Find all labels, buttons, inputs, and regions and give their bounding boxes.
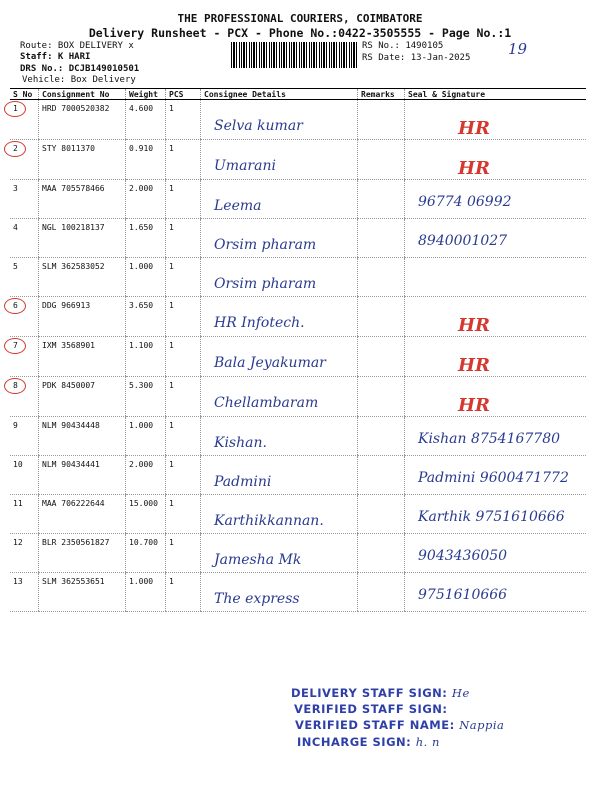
verified-staff-sign: VERIFIED STAFF SIGN: xyxy=(294,702,448,716)
cell-weight: 1.000 xyxy=(126,417,166,456)
cell-remarks xyxy=(358,495,405,534)
cell-signature: 8940001027 xyxy=(405,219,587,258)
col-remarks: Remarks xyxy=(358,89,405,100)
col-signature: Seal & Signature xyxy=(405,89,587,100)
delivery-staff-sign: DELIVERY STAFF SIGN: He xyxy=(291,686,470,700)
cell-pcs: 1 xyxy=(166,297,201,337)
cell-consignee: HR Infotech. xyxy=(201,297,358,337)
table-row xyxy=(10,140,586,180)
cell-pcs: 1 xyxy=(166,456,201,495)
cell-sno: 13 xyxy=(10,573,39,612)
cell-remarks xyxy=(358,456,405,495)
table-row xyxy=(10,258,586,297)
cell-pcs: 1 xyxy=(166,140,201,180)
cell-pcs: 1 xyxy=(166,100,201,140)
cell-signature: Padmini 9600471772 xyxy=(405,456,587,495)
cell-consignee: Leema xyxy=(201,180,358,219)
cell-sno: 6 xyxy=(10,297,39,337)
cell-consignment: SLM 362553651 xyxy=(39,573,126,612)
cell-consignee: Jamesha Mk xyxy=(201,534,358,573)
cell-remarks xyxy=(358,100,405,140)
table-row xyxy=(10,534,586,573)
cell-pcs: 1 xyxy=(166,377,201,417)
barcode xyxy=(231,42,357,68)
cell-weight: 1.000 xyxy=(126,258,166,297)
col-consignee: Consignee Details xyxy=(201,89,358,100)
cell-sno: 3 xyxy=(10,180,39,219)
cell-sno: 7 xyxy=(10,337,39,377)
table-row xyxy=(10,180,586,219)
cell-pcs: 1 xyxy=(166,337,201,377)
cell-signature: 9043436050 xyxy=(405,534,587,573)
cell-weight: 4.600 xyxy=(126,100,166,140)
cell-signature: 9751610666 xyxy=(405,573,587,612)
col-weight: Weight xyxy=(126,89,166,100)
cell-consignee: Chellambaram xyxy=(201,377,358,417)
route-label: Route: BOX DELIVERY x xyxy=(20,41,134,51)
cell-weight: 2.000 xyxy=(126,180,166,219)
cell-consignment: BLR 2350561827 xyxy=(39,534,126,573)
col-pcs: PCS xyxy=(166,89,201,100)
cell-consignment: MAA 705578466 xyxy=(39,180,126,219)
cell-consignment: HRD 7000520382 xyxy=(39,100,126,140)
verified-staff-name-value: Nappia xyxy=(459,718,505,732)
cell-remarks xyxy=(358,297,405,337)
cell-pcs: 1 xyxy=(166,219,201,258)
cell-remarks xyxy=(358,180,405,219)
cell-consignment: DDG 966913 xyxy=(39,297,126,337)
cell-signature: HR xyxy=(405,377,587,417)
cell-weight: 1.650 xyxy=(126,219,166,258)
cell-weight: 0.910 xyxy=(126,140,166,180)
cell-signature: HR xyxy=(405,337,587,377)
table-header-row xyxy=(10,89,586,100)
table-row xyxy=(10,337,586,377)
cell-weight: 5.300 xyxy=(126,377,166,417)
cell-consignee: Padmini xyxy=(201,456,358,495)
runsheet-title: Delivery Runsheet - PCX - Phone No.:0422-3505555 - Page No.:1 xyxy=(88,26,512,40)
cell-remarks xyxy=(358,258,405,297)
verified-staff-name: VERIFIED STAFF NAME: Nappia xyxy=(295,718,505,732)
cell-sno: 8 xyxy=(10,377,39,417)
cell-pcs: 1 xyxy=(166,180,201,219)
cell-signature: HR xyxy=(405,140,587,180)
cell-consignment: STY 8011370 xyxy=(39,140,126,180)
cell-pcs: 1 xyxy=(166,495,201,534)
delivery-staff-sign-value: He xyxy=(451,686,470,700)
cell-consignee: Kishan. xyxy=(201,417,358,456)
cell-signature xyxy=(405,258,587,297)
cell-pcs: 1 xyxy=(166,573,201,612)
cell-consignee: Orsim pharam xyxy=(201,258,358,297)
cell-sno: 2 xyxy=(10,140,39,180)
cell-sno: 4 xyxy=(10,219,39,258)
cell-pcs: 1 xyxy=(166,258,201,297)
table-row xyxy=(10,456,586,495)
incharge-sign-value: h. n xyxy=(415,735,440,749)
cell-consignment: NLM 90434441 xyxy=(39,456,126,495)
handwritten-note: 19 xyxy=(508,40,528,58)
cell-pcs: 1 xyxy=(166,534,201,573)
table-row xyxy=(10,573,586,612)
cell-weight: 1.100 xyxy=(126,337,166,377)
staff-label: Staff: K HARI xyxy=(20,52,91,62)
rs-date: RS Date: 13-Jan-2025 xyxy=(362,53,471,63)
cell-sno: 10 xyxy=(10,456,39,495)
cell-signature: 96774 06992 xyxy=(405,180,587,219)
cell-remarks xyxy=(358,219,405,258)
cell-consignee: Bala Jeyakumar xyxy=(201,337,358,377)
cell-weight: 2.000 xyxy=(126,456,166,495)
cell-remarks xyxy=(358,534,405,573)
cell-signature: Karthik 9751610666 xyxy=(405,495,587,534)
table-row xyxy=(10,377,586,417)
vehicle-label: Vehicle: Box Delivery xyxy=(22,75,136,85)
table-row xyxy=(10,417,586,456)
cell-remarks xyxy=(358,417,405,456)
cell-consignment: MAA 706222644 xyxy=(39,495,126,534)
col-consignment: Consignment No xyxy=(39,89,126,100)
table-row xyxy=(10,297,586,337)
cell-weight: 1.000 xyxy=(126,573,166,612)
cell-weight: 3.650 xyxy=(126,297,166,337)
drs-number: DRS No.: DCJB149010501 xyxy=(20,64,140,74)
incharge-sign: INCHARGE SIGN: h. n xyxy=(297,735,440,749)
rs-number: RS No.: 1490105 xyxy=(362,41,444,51)
cell-consignee: The express xyxy=(201,573,358,612)
cell-remarks xyxy=(358,140,405,180)
cell-consignee: Orsim pharam xyxy=(201,219,358,258)
cell-consignee: Umarani xyxy=(201,140,358,180)
cell-consignee: Selva kumar xyxy=(201,100,358,140)
company-name: THE PROFESSIONAL COURIERS, COIMBATORE xyxy=(177,12,423,25)
cell-sno: 1 xyxy=(10,100,39,140)
cell-signature: Kishan 8754167780 xyxy=(405,417,587,456)
cell-consignment: IXM 3568901 xyxy=(39,337,126,377)
cell-sno: 12 xyxy=(10,534,39,573)
table-row xyxy=(10,219,586,258)
runsheet-table xyxy=(10,88,586,612)
cell-signature: HR xyxy=(405,297,587,337)
cell-consignment: PDK 8450007 xyxy=(39,377,126,417)
col-sno: S No xyxy=(10,89,39,100)
cell-consignment: SLM 362583052 xyxy=(39,258,126,297)
cell-remarks xyxy=(358,573,405,612)
cell-consignment: NGL 100218137 xyxy=(39,219,126,258)
table-row xyxy=(10,495,586,534)
cell-sno: 5 xyxy=(10,258,39,297)
cell-consignment: NLM 90434448 xyxy=(39,417,126,456)
cell-remarks xyxy=(358,377,405,417)
cell-sno: 9 xyxy=(10,417,39,456)
cell-weight: 10.700 xyxy=(126,534,166,573)
table-row xyxy=(10,100,586,140)
cell-sno: 11 xyxy=(10,495,39,534)
cell-remarks xyxy=(358,337,405,377)
cell-pcs: 1 xyxy=(166,417,201,456)
cell-consignee: Karthikkannan. xyxy=(201,495,358,534)
cell-weight: 15.000 xyxy=(126,495,166,534)
cell-signature: HR xyxy=(405,100,587,140)
